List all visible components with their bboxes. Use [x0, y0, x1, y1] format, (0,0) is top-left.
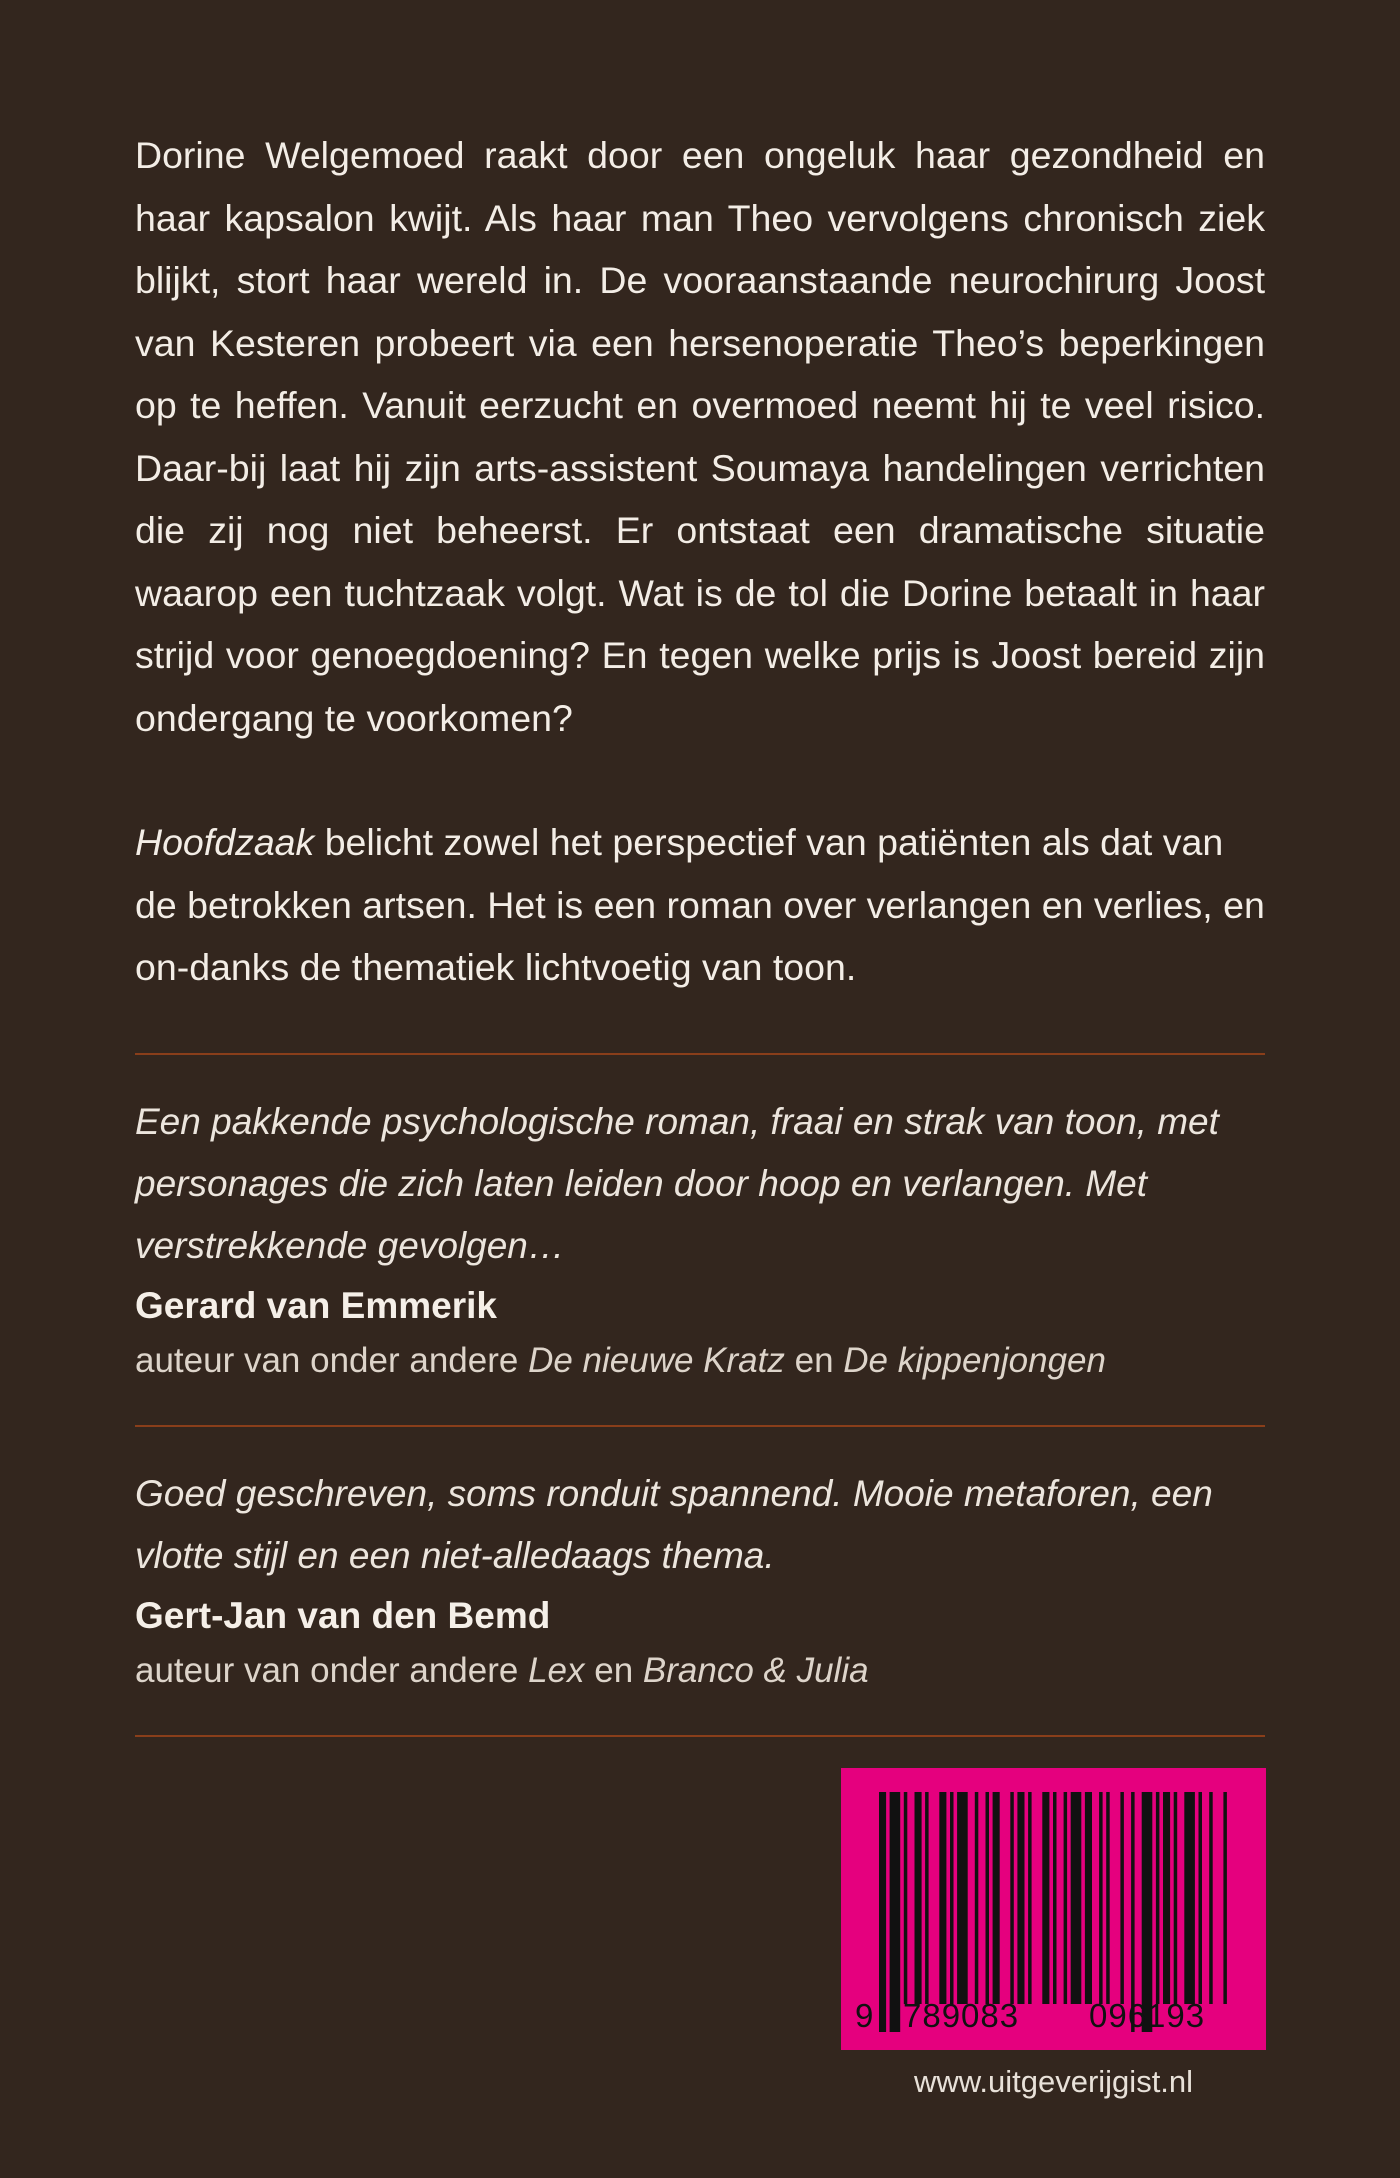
- barcode-bar: [925, 1792, 929, 2004]
- barcode-bar: [1028, 1792, 1032, 2004]
- barcode-bar: [1156, 1792, 1160, 2004]
- barcode-bar: [1017, 1792, 1024, 2004]
- quote-text: Goed geschreven, soms ronduit spannend. Mooie metaforen, een vlotte stijl en een niet-alledaags thema.: [135, 1472, 1213, 1576]
- review-quote-2: [135, 1427, 1265, 1735]
- credit-prefix: auteur van onder andere: [135, 1340, 529, 1380]
- barcode-bar: [1199, 1792, 1203, 2004]
- quote-text: Een pakkende psychologische roman, fraai en strak van toon, met personages die zich laten leiden door hoop en verlangen. Met verstrekkende gevolgen…: [135, 1100, 1219, 1266]
- barcode-bar: [1099, 1792, 1103, 2004]
- barcode-bar: [1223, 1792, 1227, 2004]
- barcode-bar: [890, 1792, 901, 2032]
- publisher-website: www.uitgeverijgist.nl: [913, 2064, 1194, 2099]
- credit-book-title: Branco & Julia: [642, 1650, 869, 1690]
- barcode-bar: [1184, 1792, 1195, 2004]
- isbn-barcode: [841, 1768, 1266, 2050]
- barcode-bar: [993, 1792, 1000, 2004]
- barcode-bar: [975, 1792, 979, 2004]
- isbn-right-digits: 096193: [1089, 1997, 1206, 2034]
- barcode-bar: [986, 1792, 990, 2004]
- blurb-paragraph-1: Dorine Welgemoed raakt door een ongeluk haar gezondheid en haar kapsalon kwijt. Als haar man Theo vervolgens chronisch ziek blijkt, stort haar wereld in. De vooraanstaande neurochirurg Joost van Kesteren probeert via een hersenoperatie Theo’s beperkingen op te heffen. Vanuit eerzucht en overmoed neemt hij te veel risico. Daar-bij laat hij zijn arts-assistent Soumaya handelingen verrichten die zij nog niet beheerst. Er ontstaat een dramatische situatie waarop een tuchtzaak volgt. Wat is de tol die Dorine betaalt in haar strijd voor genoegdoening? En tegen welke prijs is Joost bereid zijn ondergang te voorkomen?: [135, 134, 1265, 739]
- credit-prefix: auteur van onder andere: [135, 1650, 529, 1690]
- blurb-paragraph-2: [135, 811, 1265, 999]
- barcode-bar: [1209, 1792, 1213, 2004]
- book-title: Hoofdzaak: [135, 821, 315, 863]
- review-quote-1: [135, 1055, 1265, 1425]
- credit-book-title: De nieuwe Kratz: [528, 1340, 785, 1380]
- barcode-bar: [1085, 1792, 1092, 2004]
- quote-author-credit: [135, 1335, 1265, 1387]
- barcode-bar: [957, 1792, 968, 2004]
- barcode-bar: [1174, 1792, 1178, 2004]
- isbn-first-digit: 9: [855, 1997, 874, 2034]
- barcode-bar: [1120, 1792, 1124, 2004]
- barcode-bar: [1042, 1792, 1049, 2004]
- barcode-bar: [1071, 1792, 1082, 2004]
- back-cover-text: [135, 124, 1265, 1737]
- quote-author: Gerard van Emmerik: [135, 1284, 497, 1326]
- divider: [135, 1735, 1265, 1737]
- credit-book-title: De kippenjongen: [843, 1340, 1106, 1380]
- barcode-bar: [939, 1792, 946, 2004]
- barcode-bar: [1053, 1792, 1057, 2004]
- book-blurb: [135, 124, 1265, 999]
- barcode-bar: [950, 1792, 954, 2004]
- credit-book-title: Lex: [528, 1650, 585, 1690]
- barcode-bar: [904, 1792, 908, 2004]
- barcode-bar: [1106, 1792, 1110, 2004]
- barcode-bar: [1010, 1792, 1014, 2004]
- barcode-bar: [915, 1792, 922, 2004]
- barcode-bar: [879, 1792, 886, 2032]
- isbn-left-digits: 789083: [903, 1997, 1020, 2034]
- quote-author: Gert-Jan van den Bemd: [135, 1594, 551, 1636]
- blurb-paragraph-2-text: belicht zowel het perspectief van patiënten als dat van de betrokken artsen. Het is een roman over verlangen en verlies, en on-danks de thematiek lichtvoetig van toon.: [135, 821, 1265, 988]
- credit-joiner: en: [584, 1650, 643, 1690]
- quote-author-credit: [135, 1645, 1265, 1697]
- barcode-bar: [1064, 1792, 1068, 2004]
- credit-joiner: en: [784, 1340, 844, 1380]
- barcode-bar: [1163, 1792, 1170, 2004]
